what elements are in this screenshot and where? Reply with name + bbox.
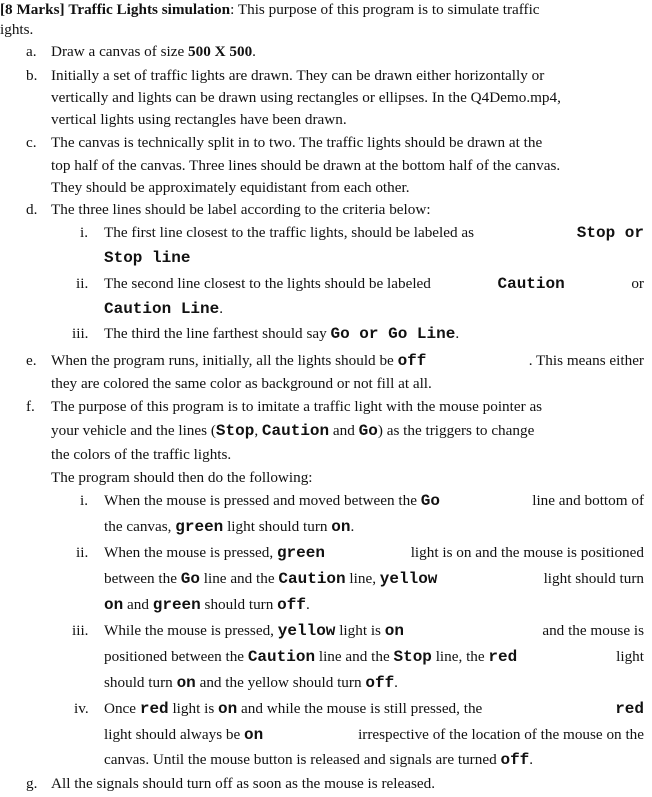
item-f-iv-text-2: light is — [168, 700, 219, 717]
item-f-i-text-4: light should turn — [223, 518, 332, 535]
item-d-ii-text: The second line closest to the lights should be labeled — [104, 275, 431, 292]
item-e-line-2: they are colored the same color as background or not fill at all. — [51, 375, 432, 392]
item-f-iii-text-6: line, the — [431, 648, 489, 665]
item-f-ii-line-3 — [104, 595, 310, 615]
item-a-text — [51, 42, 256, 62]
item-f-i-period: . — [350, 518, 355, 535]
item-d-iii-label: iii. — [72, 325, 89, 342]
item-f-comma: , — [254, 422, 262, 439]
code-go: Go — [180, 570, 200, 588]
code-on: on — [218, 700, 238, 718]
item-c-label: c. — [26, 134, 37, 151]
item-f-iv-line-1 — [104, 699, 644, 719]
item-d-ii-period: . — [219, 300, 224, 317]
item-f-ii-text-1: When the mouse is pressed, — [104, 544, 277, 561]
item-f-iv-label: iv. — [74, 700, 89, 717]
item-e-left — [51, 351, 426, 371]
item-a-text-1: Draw a canvas of size — [51, 43, 189, 60]
code-red: red — [615, 700, 644, 718]
code-caution: Caution — [278, 570, 346, 588]
item-f-iv-mid — [104, 725, 263, 745]
item-e-line-1 — [51, 351, 644, 371]
code-off: off — [500, 751, 530, 769]
title-rest: : This purpose of this program is to simulate traffic — [230, 1, 540, 18]
item-f-iv-left — [104, 699, 482, 719]
code-stop-or: Stop or — [576, 224, 644, 242]
item-f-ii-mid — [104, 569, 437, 589]
item-f-line-4: The program should then do the following: — [51, 469, 313, 486]
item-f-iv-period: . — [529, 751, 534, 768]
item-f-iv-line-3 — [104, 750, 533, 770]
item-f-iii-text-8: should turn — [104, 674, 177, 691]
item-f-ii-text-2: light is on and the mouse is positioned — [410, 544, 644, 561]
code-on: on — [331, 518, 351, 536]
item-f-ii-period: . — [305, 596, 310, 613]
item-b-label: b. — [26, 67, 38, 84]
item-f-iii-text-4: positioned between the — [104, 648, 248, 665]
item-f-line-3: the colors of the traffic lights. — [51, 446, 232, 463]
code-green: green — [152, 596, 201, 614]
code-on: on — [384, 622, 404, 640]
code-go: Go — [358, 422, 378, 440]
item-a-label: a. — [26, 43, 37, 60]
code-red: red — [139, 700, 169, 718]
item-f-ii-line-2 — [104, 569, 644, 589]
code-stop-line: Stop line — [104, 249, 191, 267]
item-d-iii-text: The third the line farthest should say — [104, 325, 331, 342]
item-g-label: g. — [26, 775, 38, 792]
code-caution: Caution — [497, 275, 565, 293]
code-green: green — [276, 544, 325, 562]
item-f-ii-text-7: and — [123, 596, 153, 613]
code-on: on — [104, 596, 124, 614]
item-c-line-3: They should be approximately equidistant from each other. — [51, 179, 410, 196]
item-f-iii-line-1 — [104, 621, 644, 641]
item-f-iii-period: . — [394, 674, 398, 691]
item-b-line-1: Initially a set of traffic lights are drawn. They can be drawn either horizontally or — [51, 67, 545, 84]
canvas-size: 500 X 500 — [188, 43, 253, 60]
code-stop: Stop — [393, 648, 432, 666]
code-on: on — [244, 726, 264, 744]
item-d-line-1: The three lines should be label according to the criteria below: — [51, 201, 431, 218]
item-f-iv-text-1: Once — [104, 700, 140, 717]
item-b-line-2: vertically and lights can be drawn using rectangles or ellipses. In the Q4Demo.mp4, — [51, 89, 561, 106]
item-d-iii-period: . — [455, 325, 460, 342]
item-f-line-2 — [51, 421, 534, 441]
item-f-i-text-1: When the mouse is pressed and moved between the — [104, 492, 421, 509]
item-f-i-line-1 — [104, 491, 644, 511]
item-f-iv-text-6: canvas. Until the mouse button is released and signals are turned — [104, 751, 501, 768]
item-f-line-1: The purpose of this program is to imitate a traffic light with the mouse pointer as — [51, 398, 543, 415]
item-d-ii-line-2 — [104, 299, 223, 319]
item-g-line-1: All the signals should turn off as soon as the mouse is released. — [51, 775, 435, 792]
item-f-label: f. — [26, 398, 35, 415]
item-d-ii-line-1 — [104, 274, 644, 294]
question-title — [0, 0, 648, 20]
item-f-iii-text-3: and the mouse is — [542, 622, 644, 639]
code-on: on — [176, 674, 196, 692]
item-c-line-1: The canvas is technically split in to two. The traffic lights should be drawn at the — [51, 134, 543, 151]
item-f-iii-text-1: While the mouse is pressed, — [104, 622, 278, 639]
item-d-label: d. — [26, 201, 38, 218]
item-f-ii-text-4: line and the — [199, 570, 279, 587]
code-off: off — [397, 352, 427, 370]
item-f-i-text-3: the canvas, — [104, 518, 176, 535]
code-go: Go — [420, 492, 440, 510]
item-f-ii-left — [104, 543, 325, 563]
item-e-text-2: . This means either — [528, 352, 644, 369]
code-off: off — [277, 596, 306, 614]
item-f-iii-line-3 — [104, 673, 398, 693]
item-f-i-left — [104, 491, 440, 511]
code-off: off — [365, 674, 395, 692]
item-f-iv-text-5: irrespective of the location of the mouse on the — [358, 726, 644, 743]
item-d-i-text: The first line closest to the traffic lights, should be labeled as — [104, 224, 475, 241]
item-f-iii-text-9: and the yellow should turn — [195, 674, 366, 691]
code-yellow: yellow — [277, 622, 336, 640]
code-caution-line: Caution Line — [104, 300, 220, 318]
code-go-line: Go or Go Line — [330, 325, 456, 343]
item-f-i-label: i. — [80, 492, 89, 509]
item-f-iii-line-2 — [104, 647, 644, 667]
item-d-ii-label: ii. — [76, 275, 89, 292]
item-d-i-line-1 — [104, 223, 644, 243]
marks-label: [8 Marks] — [0, 1, 65, 18]
code-green: green — [175, 518, 224, 536]
item-f-iii-text-5: line and the — [315, 648, 394, 665]
item-d-ii-or: or — [631, 275, 644, 292]
item-f-text-a: your vehicle and the lines ( — [51, 422, 216, 439]
code-caution: Caution — [261, 422, 330, 440]
item-f-iii-text-7: light — [616, 648, 644, 665]
question-name: Traffic Lights simulation — [68, 1, 231, 18]
item-f-iii-text-2: light is — [335, 622, 385, 639]
item-d-iii-line-1 — [104, 324, 459, 344]
code-stop: Stop — [215, 422, 255, 440]
item-f-iv-text-4: light should always be — [104, 726, 245, 743]
item-f-iv-line-2 — [104, 725, 644, 745]
item-e-text-1: When the program runs, initially, all the lights should be — [51, 352, 398, 369]
code-caution: Caution — [247, 648, 316, 666]
item-d-i-label: i. — [80, 224, 89, 241]
item-f-i-text-2: line and bottom of — [532, 492, 644, 509]
item-f-iii-mid — [104, 647, 517, 667]
item-f-ii-text-8: should turn — [200, 596, 278, 613]
item-f-text-b: ) as the triggers to change — [377, 422, 535, 439]
item-a-text-2: . — [252, 43, 256, 60]
item-f-iv-text-3: and while the mouse is still pressed, the — [237, 700, 483, 717]
item-f-ii-label: ii. — [76, 544, 89, 561]
item-e-label: e. — [26, 352, 37, 369]
item-f-ii-text-5: line, — [345, 570, 380, 587]
item-f-ii-line-1 — [104, 543, 644, 563]
item-f-ii-text-3: between the — [104, 570, 181, 587]
item-f-ii-text-6: light should turn — [543, 570, 644, 587]
item-b-line-3: vertical lights using rectangles have been drawn. — [51, 111, 347, 128]
item-f-and: and — [329, 422, 359, 439]
item-f-iii-left — [104, 621, 404, 641]
title-continuation: ights. — [0, 21, 34, 38]
code-yellow: yellow — [379, 570, 438, 588]
item-f-i-line-2 — [104, 517, 354, 537]
code-red: red — [488, 648, 518, 666]
item-f-iii-label: iii. — [72, 622, 89, 639]
item-c-line-2: top half of the canvas. Three lines should be drawn at the bottom half of the canvas. — [51, 157, 561, 174]
